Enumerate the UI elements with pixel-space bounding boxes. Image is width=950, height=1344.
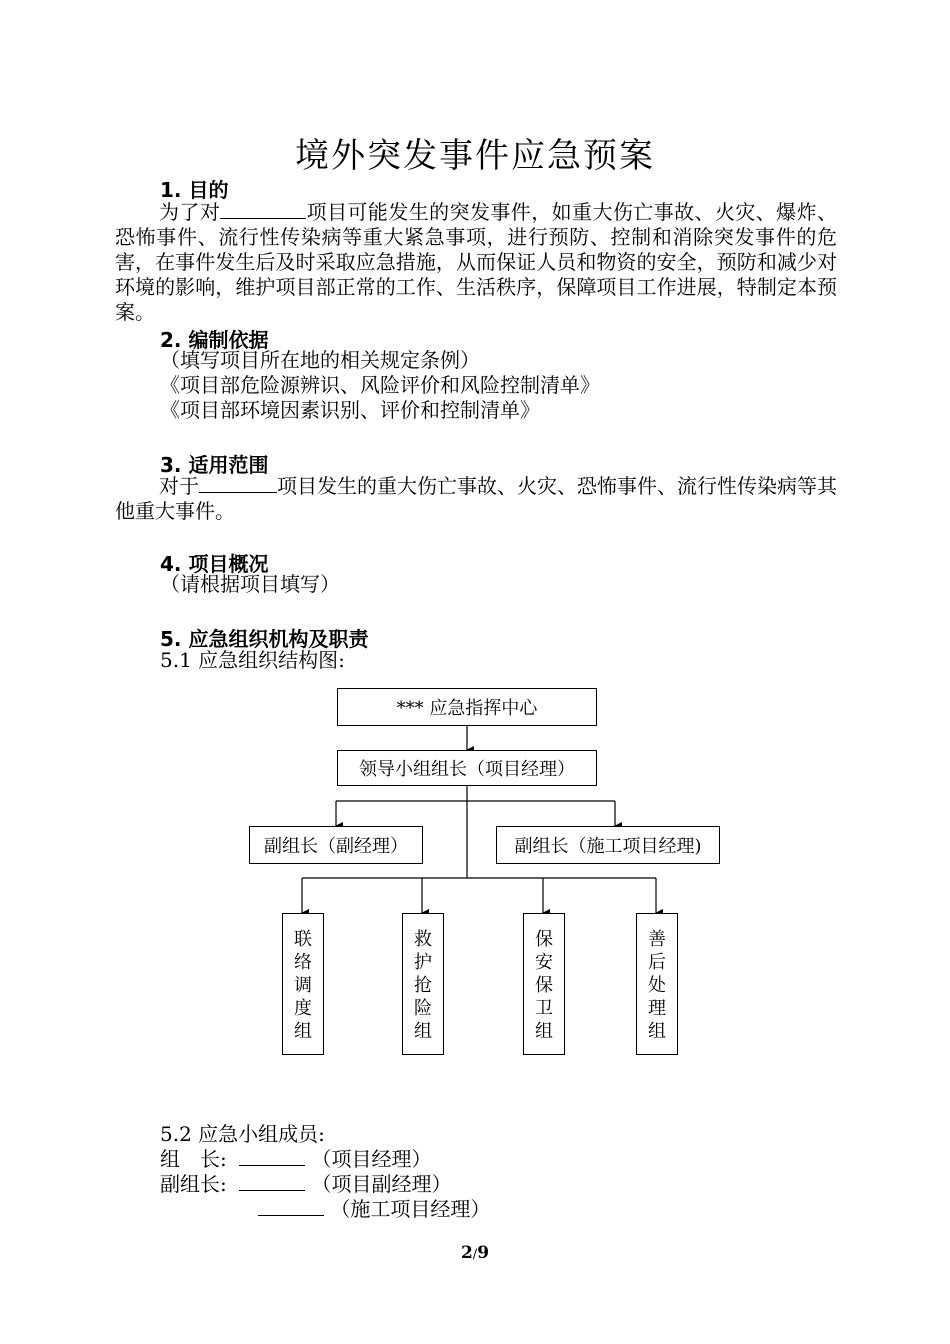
rescue-group-box: [402, 913, 444, 1055]
section-2-heading: 2. 编制依据: [160, 328, 269, 352]
leader-box: 领导小组组长（项目经理）: [337, 750, 597, 786]
member-row: [160, 1172, 451, 1197]
group-label-char: 救: [414, 929, 432, 950]
section-1-text-start: 为了对: [159, 200, 221, 224]
member-name-blank: [258, 1197, 324, 1216]
group-label-char: 抢: [414, 975, 432, 996]
basis-item: 《项目部环境因素识别、评价和控制清单》: [160, 398, 540, 422]
basis-item: （填写项目所在地的相关规定条例）: [160, 348, 480, 372]
group-label-char: 调: [294, 975, 312, 996]
member-label: 副组长:: [160, 1172, 227, 1196]
member-note: （施工项目经理）: [330, 1197, 491, 1221]
section-3-heading: 3. 适用范围: [160, 453, 269, 477]
member-note: （项目副经理）: [311, 1172, 452, 1196]
page-separator: /: [472, 1247, 478, 1262]
member-note: （项目经理）: [311, 1147, 432, 1171]
group-label: [637, 928, 677, 1043]
group-label-char: 理: [648, 998, 666, 1019]
liaison-group-box: [282, 913, 324, 1055]
section-5-2-heading: 5.2 应急小组成员:: [160, 1122, 325, 1146]
group-label-char: 组: [414, 1021, 432, 1042]
security-group-box: [523, 913, 565, 1055]
section-3-text-start: 对于: [159, 474, 199, 498]
document-title: 境外突发事件应急预案: [295, 136, 655, 176]
member-row: [160, 1147, 431, 1172]
group-label-char: 度: [294, 998, 312, 1019]
group-label-char: 后: [648, 952, 666, 973]
section-4-heading: 4. 项目概况: [160, 552, 269, 576]
page-total: 9: [477, 1243, 490, 1263]
page-current: 2: [460, 1243, 473, 1263]
section-5-1-heading: 5.1 应急组织结构图:: [160, 648, 345, 672]
group-label-char: 安: [535, 952, 553, 973]
group-label-char: 保: [535, 975, 553, 996]
group-label-char: 组: [535, 1021, 553, 1042]
group-label-char: 险: [414, 998, 432, 1019]
member-label: 组 长:: [160, 1147, 227, 1171]
section-1-heading: 1. 目的: [160, 178, 229, 202]
section-5-heading: 5. 应急组织机构及职责: [160, 627, 369, 651]
group-label-char: 联: [294, 929, 312, 950]
group-label-char: 组: [648, 1021, 666, 1042]
page-number: [0, 1243, 950, 1263]
member-row: [258, 1197, 490, 1222]
group-label: [524, 928, 564, 1043]
aftermath-group-box: [636, 913, 678, 1055]
basis-item: 《项目部危险源辨识、风险评价和风险控制清单》: [160, 373, 600, 397]
group-label-char: 善: [648, 929, 666, 950]
group-label-char: 络: [294, 952, 312, 973]
group-label-char: 组: [294, 1021, 312, 1042]
group-label-char: 处: [648, 975, 666, 996]
member-name-blank: [239, 1147, 305, 1166]
section-1-text-rest: 项目可能发生的突发事件，如重大伤亡事故、火灾、爆炸、恐怖事件、流行性传染病等重大紧急事项，进行预防、控制和消除突发事件的危害，在事件发生后及时采取应急措施，从而保证人员和物资的安全，预防和减少对环境的影响，维护项目部正常的工作、生活秩序，保障项目工作进展，特制定本预案。: [115, 200, 838, 324]
section-4-note: （请根据项目填写）: [160, 572, 340, 596]
group-label-char: 护: [414, 952, 432, 973]
deputy-leader-construction-box: 副组长（施工项目经理): [496, 826, 720, 864]
deputy-leader-box: 副组长（副经理）: [249, 826, 423, 864]
group-label: [403, 928, 443, 1043]
group-label-char: 卫: [535, 998, 553, 1019]
group-label-char: 保: [535, 929, 553, 950]
section-3-text-rest: 项目发生的重大伤亡事故、火灾、恐怖事件、流行性传染病等其他重大事件。: [115, 474, 837, 523]
command-center-box: *** 应急指挥中心: [337, 688, 597, 726]
member-name-blank: [239, 1172, 305, 1191]
group-label: [283, 928, 323, 1043]
